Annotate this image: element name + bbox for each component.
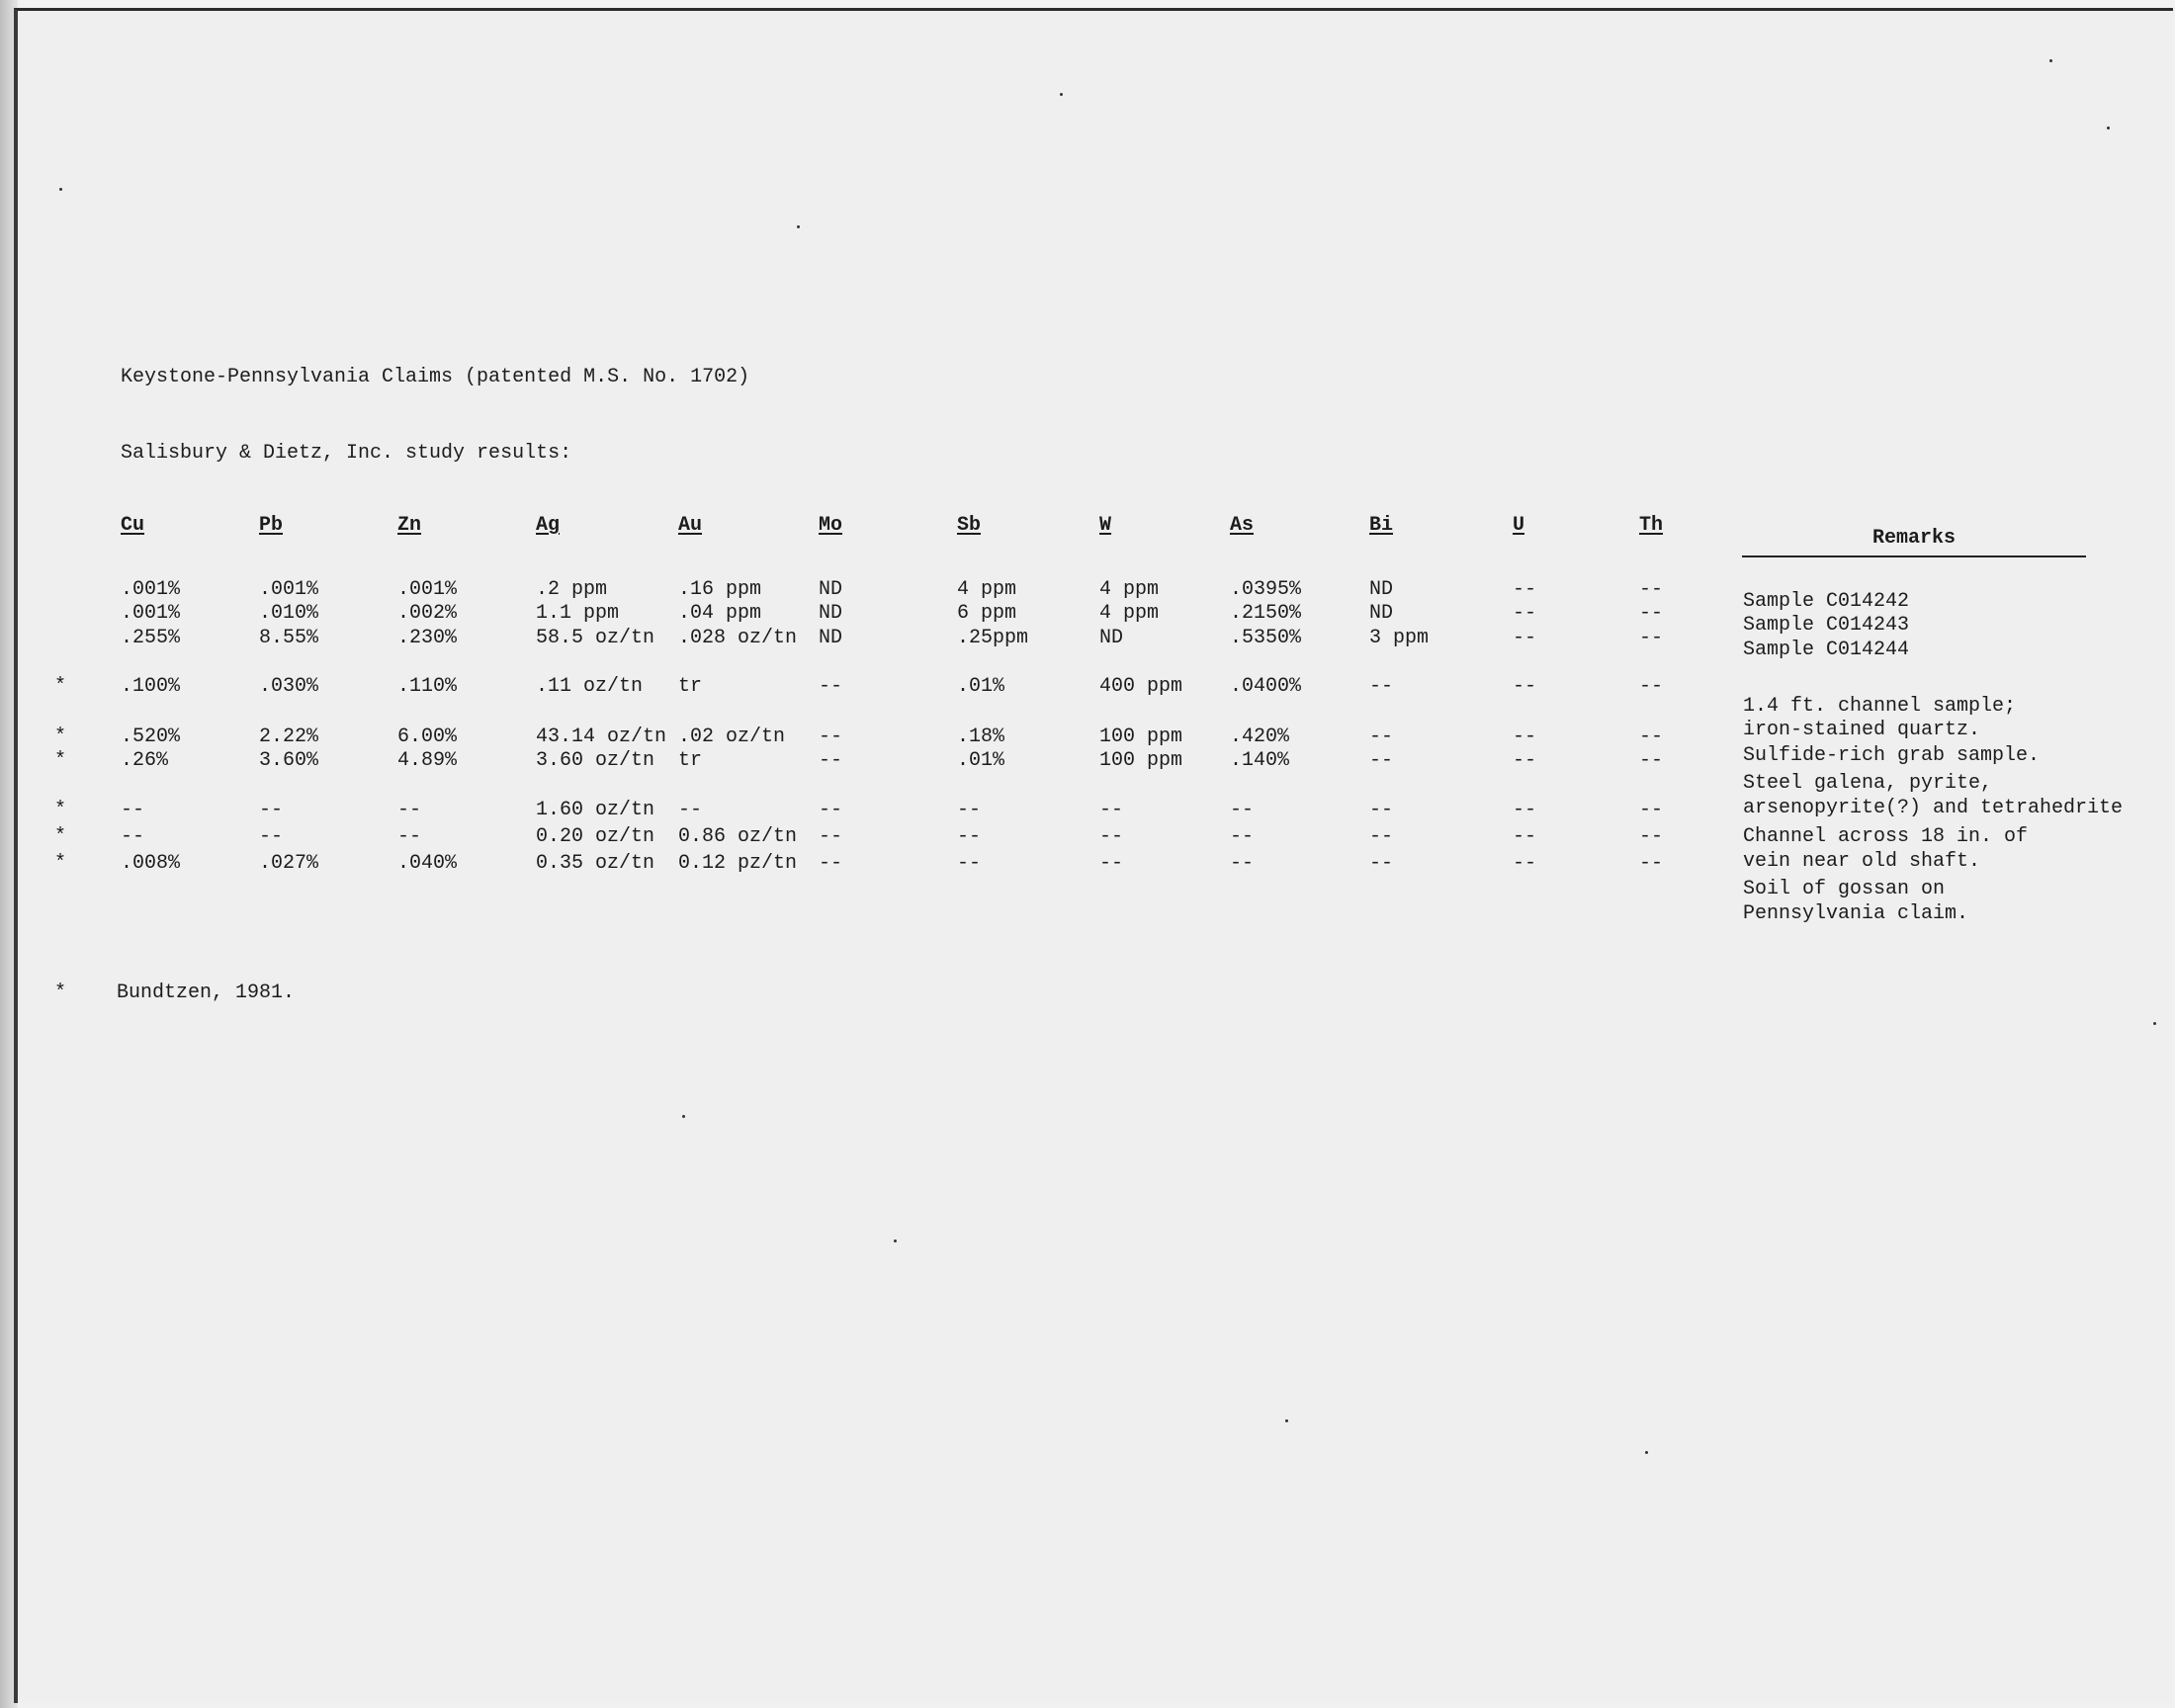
table-cell-cu: -- — [121, 825, 145, 848]
remark-line: arsenopyrite(?) and tetrahedrite — [1743, 797, 2124, 819]
table-cell-sb: .18% — [957, 726, 1005, 748]
table-cell-ag: 43.14 oz/tn — [536, 726, 667, 748]
table-cell-mo: ND — [819, 627, 843, 649]
table-cell-sb: .25ppm — [957, 627, 1029, 649]
table-cell-bi: ND — [1369, 578, 1394, 601]
remark-line: Sulfide-rich grab sample. — [1743, 744, 2041, 767]
table-cell-pb: .010% — [259, 602, 319, 625]
table-cell-u: -- — [1513, 852, 1537, 875]
document-subtitle: Salisbury & Dietz, Inc. study results: — [121, 442, 572, 465]
table-cell-u: -- — [1513, 578, 1537, 601]
remark-line: Sample C014244 — [1743, 639, 1910, 661]
table-cell-w: -- — [1099, 799, 1124, 821]
table-cell-th: -- — [1639, 749, 1664, 772]
table-cell-bi: ND — [1369, 602, 1394, 625]
table-cell-zn: .040% — [397, 852, 458, 875]
table-cell-au: tr — [678, 675, 703, 698]
table-cell-ag: 0.35 oz/tn — [536, 852, 655, 875]
table-cell-sb: .01% — [957, 749, 1005, 772]
table-cell-pb: 8.55% — [259, 627, 319, 649]
document-title: Keystone-Pennsylvania Claims (patented M.S. No. 1702) — [121, 366, 750, 388]
col-header-zn: Zn — [397, 514, 422, 537]
remark-line: Pennsylvania claim. — [1743, 902, 1969, 925]
table-cell-w: -- — [1099, 825, 1124, 848]
scan-speck — [797, 225, 800, 228]
table-cell-ag: 3.60 oz/tn — [536, 749, 655, 772]
table-cell-pb: .027% — [259, 852, 319, 875]
table-cell-th: -- — [1639, 675, 1664, 698]
row-marker: * — [54, 726, 67, 748]
table-cell-mo: -- — [819, 675, 843, 698]
table-cell-w: -- — [1099, 852, 1124, 875]
table-cell-u: -- — [1513, 825, 1537, 848]
table-cell-w: ND — [1099, 627, 1124, 649]
scan-speck — [2107, 127, 2110, 129]
footnote: Bundtzen, 1981. — [117, 982, 296, 1004]
table-cell-cu: .001% — [121, 578, 181, 601]
table-cell-as: -- — [1230, 825, 1255, 848]
col-header-pb: Pb — [259, 514, 284, 537]
table-cell-w: 100 ppm — [1099, 749, 1183, 772]
table-cell-zn: -- — [397, 799, 422, 821]
table-cell-th: -- — [1639, 602, 1664, 625]
table-cell-mo: -- — [819, 852, 843, 875]
remark-line: Sample C014243 — [1743, 614, 1910, 637]
table-cell-au: .16 ppm — [678, 578, 762, 601]
table-cell-th: -- — [1639, 726, 1664, 748]
col-header-as: As — [1230, 514, 1255, 537]
table-cell-th: -- — [1639, 852, 1664, 875]
scan-speck — [1645, 1451, 1648, 1454]
table-cell-sb: -- — [957, 852, 982, 875]
table-cell-w: 4 ppm — [1099, 578, 1160, 601]
table-cell-au: 0.12 pz/tn — [678, 852, 798, 875]
table-cell-as: .2150% — [1230, 602, 1302, 625]
col-header-u: U — [1513, 514, 1525, 537]
row-marker: * — [54, 799, 67, 821]
table-cell-zn: 4.89% — [397, 749, 458, 772]
remark-line: iron-stained quartz. — [1743, 719, 1981, 741]
table-cell-mo: ND — [819, 602, 843, 625]
table-cell-w: 100 ppm — [1099, 726, 1183, 748]
table-cell-u: -- — [1513, 675, 1537, 698]
table-cell-au: tr — [678, 749, 703, 772]
table-cell-th: -- — [1639, 799, 1664, 821]
table-cell-zn: .110% — [397, 675, 458, 698]
table-cell-u: -- — [1513, 627, 1537, 649]
table-cell-ag: 58.5 oz/tn — [536, 627, 655, 649]
table-cell-cu: .008% — [121, 852, 181, 875]
table-cell-cu: -- — [121, 799, 145, 821]
table-cell-au: 0.86 oz/tn — [678, 825, 798, 848]
remark-line: 1.4 ft. channel sample; — [1743, 695, 2017, 718]
col-header-sb: Sb — [957, 514, 982, 537]
table-cell-au: .02 oz/tn — [678, 726, 786, 748]
table-cell-pb: .030% — [259, 675, 319, 698]
scan-speck — [59, 188, 62, 191]
table-cell-ag: 0.20 oz/tn — [536, 825, 655, 848]
table-cell-th: -- — [1639, 578, 1664, 601]
remark-line: Soil of gossan on — [1743, 878, 1946, 900]
table-cell-bi: -- — [1369, 825, 1394, 848]
scan-speck — [2049, 59, 2052, 62]
table-cell-bi: -- — [1369, 749, 1394, 772]
remark-line: Sample C014242 — [1743, 590, 1910, 613]
table-cell-mo: -- — [819, 726, 843, 748]
col-header-cu: Cu — [121, 514, 145, 537]
table-cell-bi: -- — [1369, 726, 1394, 748]
remark-line: Steel galena, pyrite, — [1743, 772, 1993, 795]
table-cell-as: -- — [1230, 852, 1255, 875]
scan-speck — [894, 1239, 897, 1242]
table-cell-w: 4 ppm — [1099, 602, 1160, 625]
table-cell-mo: ND — [819, 578, 843, 601]
table-cell-u: -- — [1513, 799, 1537, 821]
scan-speck — [682, 1115, 685, 1118]
remark-line: vein near old shaft. — [1743, 850, 1981, 873]
table-cell-cu: .100% — [121, 675, 181, 698]
table-cell-cu: .001% — [121, 602, 181, 625]
table-cell-mo: -- — [819, 825, 843, 848]
table-cell-th: -- — [1639, 825, 1664, 848]
table-cell-as: .420% — [1230, 726, 1290, 748]
table-cell-pb: -- — [259, 799, 284, 821]
table-cell-cu: .26% — [121, 749, 169, 772]
table-cell-zn: .001% — [397, 578, 458, 601]
table-cell-zn: .230% — [397, 627, 458, 649]
table-cell-th: -- — [1639, 627, 1664, 649]
scan-speck — [1060, 93, 1063, 96]
table-cell-u: -- — [1513, 602, 1537, 625]
table-cell-pb: .001% — [259, 578, 319, 601]
table-cell-as: .5350% — [1230, 627, 1302, 649]
row-marker: * — [54, 825, 67, 848]
scan-speck — [1285, 1419, 1288, 1422]
table-cell-w: 400 ppm — [1099, 675, 1183, 698]
table-cell-au: .04 ppm — [678, 602, 762, 625]
row-marker: * — [54, 749, 67, 772]
table-cell-zn: .002% — [397, 602, 458, 625]
table-cell-sb: 4 ppm — [957, 578, 1017, 601]
table-cell-as: .140% — [1230, 749, 1290, 772]
remarks-header: Remarks — [1742, 527, 2086, 557]
table-cell-ag: 1.1 ppm — [536, 602, 620, 625]
table-cell-zn: -- — [397, 825, 422, 848]
table-cell-au: -- — [678, 799, 703, 821]
table-cell-as: -- — [1230, 799, 1255, 821]
table-cell-bi: -- — [1369, 675, 1394, 698]
col-header-bi: Bi — [1369, 514, 1394, 537]
table-cell-ag: .2 ppm — [536, 578, 608, 601]
table-cell-bi: -- — [1369, 799, 1394, 821]
col-header-w: W — [1099, 514, 1112, 537]
table-cell-sb: -- — [957, 799, 982, 821]
table-cell-ag: .11 oz/tn — [536, 675, 644, 698]
table-cell-bi: 3 ppm — [1369, 627, 1430, 649]
table-cell-mo: -- — [819, 749, 843, 772]
table-cell-sb: -- — [957, 825, 982, 848]
table-cell-u: -- — [1513, 726, 1537, 748]
col-header-ag: Ag — [536, 514, 561, 537]
footnote-star: * — [54, 982, 67, 1004]
table-cell-pb: -- — [259, 825, 284, 848]
table-cell-u: -- — [1513, 749, 1537, 772]
table-cell-ag: 1.60 oz/tn — [536, 799, 655, 821]
table-cell-zn: 6.00% — [397, 726, 458, 748]
table-cell-pb: 2.22% — [259, 726, 319, 748]
col-header-au: Au — [678, 514, 703, 537]
table-cell-as: .0400% — [1230, 675, 1302, 698]
table-cell-as: .0395% — [1230, 578, 1302, 601]
remark-line: Channel across 18 in. of — [1743, 825, 2029, 848]
table-cell-mo: -- — [819, 799, 843, 821]
table-cell-au: .028 oz/tn — [678, 627, 798, 649]
row-marker: * — [54, 675, 67, 698]
scan-speck — [2153, 1022, 2156, 1025]
table-cell-bi: -- — [1369, 852, 1394, 875]
table-cell-sb: 6 ppm — [957, 602, 1017, 625]
table-cell-sb: .01% — [957, 675, 1005, 698]
col-header-mo: Mo — [819, 514, 843, 537]
table-cell-cu: .255% — [121, 627, 181, 649]
row-marker: * — [54, 852, 67, 875]
table-cell-cu: .520% — [121, 726, 181, 748]
table-cell-pb: 3.60% — [259, 749, 319, 772]
col-header-th: Th — [1639, 514, 1664, 537]
